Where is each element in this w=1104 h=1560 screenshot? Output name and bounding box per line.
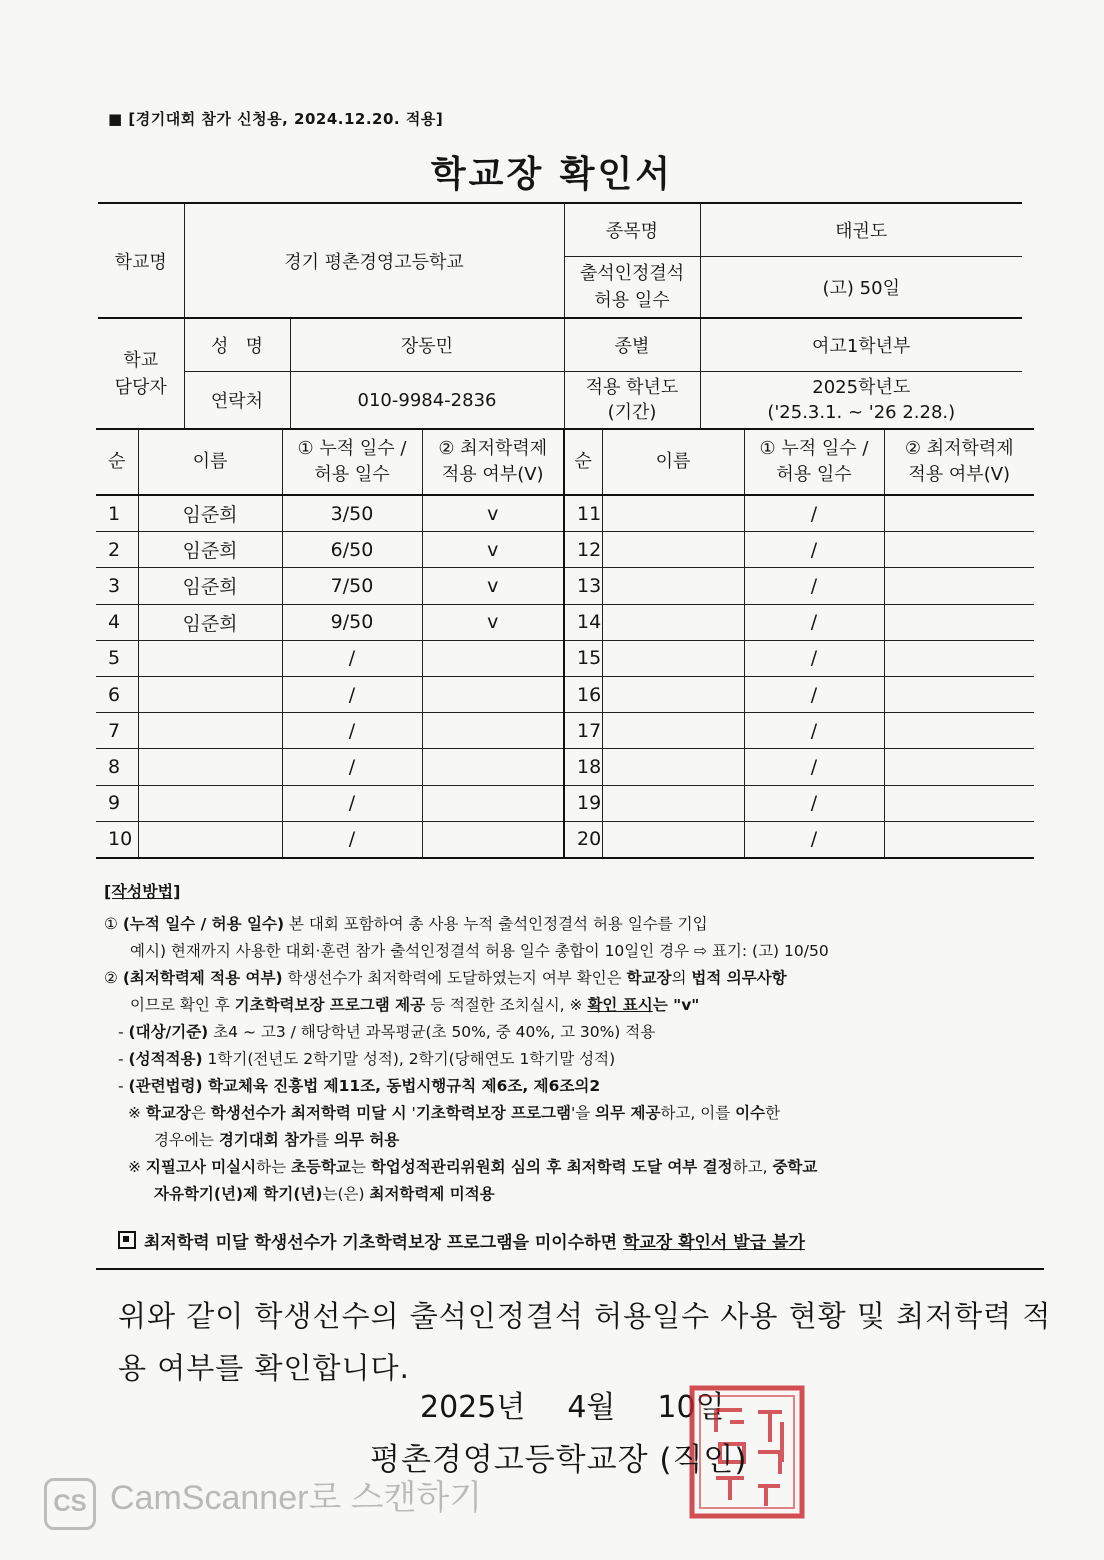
method-note-2-cont: [104, 1181, 1044, 1208]
year-value: [700, 372, 1022, 430]
roster-right-days-cell: /: [744, 568, 884, 604]
roster-body: [96, 495, 1034, 858]
header-name-right: 이름: [602, 429, 744, 495]
text: -: [118, 1077, 129, 1095]
text: ※: [128, 1158, 146, 1176]
camscanner-logo-icon: CS: [44, 1478, 96, 1530]
roster-left-name-cell: [138, 676, 282, 712]
text: 학업성적관리위원회 심의 후 최저학력 도달 여부 결정: [370, 1158, 733, 1176]
text: -: [118, 1050, 129, 1068]
roster-left-name-cell: [138, 749, 282, 785]
year-label: [564, 372, 700, 430]
text: 학교장: [626, 969, 672, 987]
absence-label-line1: 출석인정결석: [579, 263, 685, 284]
absence-label: [564, 257, 700, 319]
header-days-left: [282, 429, 422, 495]
roster-right-check-cell: [884, 568, 1034, 604]
school-value: 경기 평촌경영고등학교: [184, 203, 564, 318]
roster-right-name-cell: [602, 532, 744, 568]
roster-left-check-cell: [422, 749, 564, 785]
header-seq-left: 순: [96, 429, 138, 495]
roster-right-days-cell: /: [744, 495, 884, 532]
year-value-line1: 2025학년도: [812, 376, 911, 398]
notice-text: 최저학력 미달 학생선수가 기초학력보장 프로그램을 미이수하면: [144, 1233, 623, 1253]
roster-left-no-cell: 6: [96, 676, 138, 712]
roster-right-no-cell: 12: [564, 532, 602, 568]
method-item-1-example: 예시) 현재까지 사용한 대회·훈련 참가 출석인정결석 허용 일수 총합이 10일인 경우 ⇨ 표기: (고) 10/50: [130, 942, 829, 960]
roster-left-days-cell: /: [282, 821, 422, 858]
roster-right-name-cell: [602, 640, 744, 676]
table-row: [96, 749, 1034, 785]
roster-left-no-cell: 10: [96, 821, 138, 858]
text: 1학기(전년도 2학기말 성적), 2학기(당해연도 1학기말 성적): [202, 1050, 616, 1068]
roster-left-check-cell: [422, 785, 564, 821]
table-row: [96, 532, 1034, 568]
header-check-line2: 적용 여부(V): [908, 464, 1011, 485]
roster-right-check-cell: [884, 785, 1034, 821]
text: 지필고사 미실시: [145, 1158, 257, 1176]
sport-value: 태권도: [700, 203, 1022, 257]
roster-right-no-cell: 20: [564, 821, 602, 858]
roster-left-check-cell: [422, 640, 564, 676]
header-days-line1: ① 누적 일수 /: [759, 437, 869, 459]
form-version-note: ■ [경기대회 참가 신청용, 2024.12.20. 적용]: [108, 110, 444, 128]
roster-left-name-cell: 임준희: [138, 495, 282, 532]
roster-right-no-cell: 11: [564, 495, 602, 532]
roster-left-name-cell: [138, 713, 282, 749]
roster-left-check-cell: [422, 821, 564, 858]
text: ①: [104, 915, 123, 933]
roster-left-name-cell: 임준희: [138, 604, 282, 640]
sport-label: 종목명: [564, 203, 700, 257]
text: 최저학력제 미적용: [369, 1185, 495, 1203]
header-check-right: [884, 429, 1034, 495]
roster-left-name-cell: [138, 640, 282, 676]
text: (최저학력제 적용 여부): [122, 969, 283, 987]
roster-right-days-cell: /: [744, 676, 884, 712]
text: (관련법령) 학교체육 진흥법 제11조, 동법시행규칙 제6조, 제6조의2: [128, 1077, 601, 1095]
method-item-1: [104, 911, 1044, 938]
roster-right-no-cell: 17: [564, 713, 602, 749]
roster-left-days-cell: 7/50: [282, 568, 422, 604]
category-label: 종별: [564, 318, 700, 372]
header-seq-right: 순: [564, 429, 602, 495]
method-note-1: [104, 1100, 1044, 1127]
name-value: 장동민: [290, 318, 564, 372]
text: 자유학기(년)제 학기(년): [154, 1185, 323, 1203]
roster-left-check-cell: [422, 676, 564, 712]
roster-right-check-cell: [884, 640, 1034, 676]
roster-right-name-cell: [602, 821, 744, 858]
header-check-line2: 적용 여부(V): [441, 464, 544, 485]
method-sub-1: [104, 1019, 1044, 1046]
manager-label-line1: 학교: [123, 349, 159, 371]
text: '을: [570, 1104, 596, 1122]
header-days-line2: 허용 일수: [776, 464, 852, 485]
date-day: 10일: [657, 1390, 725, 1425]
roster-left-no-cell: 5: [96, 640, 138, 676]
text: 경기대회 참가: [218, 1131, 315, 1149]
contact-value: 010-9984-2836: [290, 372, 564, 430]
text: 초4 ~ 고3 / 해당학년 과목평균(초 50%, 중 40%, 고 30%) 적용: [208, 1023, 656, 1041]
text: 학교장: [145, 1104, 191, 1122]
roster-left-days-cell: /: [282, 713, 422, 749]
roster-right-check-cell: [884, 821, 1034, 858]
method-note-1-cont: [104, 1127, 1044, 1154]
text: (성적적용): [128, 1050, 203, 1068]
roster-right-name-cell: [602, 749, 744, 785]
text: 본 대회 포함하여 총 사용 누적 출석인정결석 허용 일수를 기입: [284, 915, 708, 933]
roster-left-no-cell: 9: [96, 785, 138, 821]
contact-label: 연락처: [184, 372, 290, 430]
header-days-line1: ① 누적 일수 /: [297, 437, 407, 459]
roster-table: [96, 428, 1034, 859]
header-name-left: 이름: [138, 429, 282, 495]
roster-left-days-cell: /: [282, 640, 422, 676]
text: 학생선수가 최저학력에 도달하였는지 여부 확인은: [282, 969, 627, 987]
roster-right-name-cell: [602, 495, 744, 532]
text: 는: [350, 1158, 371, 1176]
header-check-line1: ② 최저학력제: [904, 437, 1014, 459]
text: 기초학력보장 프로그램: [415, 1104, 571, 1122]
roster-left-check-cell: v: [422, 604, 564, 640]
text: 법적 의무사항: [691, 969, 787, 987]
roster-left-days-cell: 6/50: [282, 532, 422, 568]
method-section-title: [작성방법]: [104, 882, 181, 901]
table-row: [96, 713, 1034, 749]
text: 한: [765, 1104, 781, 1122]
roster-right-check-cell: [884, 713, 1034, 749]
date-year: 2025년: [420, 1390, 526, 1425]
camscanner-watermark: [44, 1470, 482, 1530]
date-month: 4월: [567, 1390, 616, 1425]
roster-right-name-cell: [602, 713, 744, 749]
roster-left-days-cell: /: [282, 676, 422, 712]
roster-left-name-cell: [138, 821, 282, 858]
roster-right-days-cell: /: [744, 821, 884, 858]
text: 기초학력보장 프로그램 제공: [234, 996, 426, 1014]
roster-left-check-cell: v: [422, 568, 564, 604]
text: ②: [104, 969, 123, 987]
text: 학생선수가 최저학력 미달 시: [210, 1104, 407, 1122]
text: 은: [190, 1104, 211, 1122]
roster-left-check-cell: [422, 713, 564, 749]
manager-label: [98, 318, 184, 429]
text: (대상/기준): [128, 1023, 209, 1041]
text: (누적 일수 / 허용 일수): [122, 915, 285, 933]
roster-left-no-cell: 8: [96, 749, 138, 785]
roster-right-no-cell: 18: [564, 749, 602, 785]
roster-right-no-cell: 16: [564, 676, 602, 712]
roster-right-check-cell: [884, 676, 1034, 712]
table-row: [96, 676, 1034, 712]
manager-label-line2: 담당자: [114, 376, 167, 398]
year-label-line1: 적용 학년도: [585, 376, 679, 398]
roster-right-check-cell: [884, 604, 1034, 640]
table-row: [96, 604, 1034, 640]
table-row: [96, 640, 1034, 676]
notice-emphasis: 학교장 확인서 발급 불가: [622, 1233, 805, 1253]
text: 를: [314, 1131, 334, 1149]
roster-left-no-cell: 2: [96, 532, 138, 568]
roster-right-days-cell: /: [744, 640, 884, 676]
issue-date: [420, 1382, 725, 1426]
roster-right-days-cell: /: [744, 532, 884, 568]
roster-right-name-cell: [602, 568, 744, 604]
roster-right-no-cell: 15: [564, 640, 602, 676]
method-sub-3: [104, 1073, 1044, 1100]
watermark-text: CamScanner로 스캔하기: [110, 1479, 483, 1517]
roster-left-name-cell: 임준희: [138, 568, 282, 604]
roster-left-no-cell: 1: [96, 495, 138, 532]
roster-left-check-cell: v: [422, 495, 564, 532]
table-row: [96, 495, 1034, 532]
header-check-line1: ② 최저학력제: [438, 437, 548, 459]
issuance-notice: [118, 1228, 805, 1253]
table-row: [96, 568, 1034, 604]
text: 이수: [735, 1104, 766, 1122]
text: 등 적절한 조치실시, ※: [425, 996, 588, 1014]
header-days-right: [744, 429, 884, 495]
text: 의무 제공: [595, 1104, 661, 1122]
year-label-line2: (기간): [607, 402, 657, 423]
roster-right-days-cell: /: [744, 785, 884, 821]
absence-label-line2: 허용 일수: [594, 290, 670, 311]
roster-right-name-cell: [602, 676, 744, 712]
name-label: 성 명: [184, 318, 290, 372]
roster-left-name-cell: 임준희: [138, 532, 282, 568]
roster-right-name-cell: [602, 604, 744, 640]
roster-right-no-cell: 19: [564, 785, 602, 821]
text: 는(은): [322, 1185, 370, 1203]
roster-right-check-cell: [884, 532, 1034, 568]
roster-right-name-cell: [602, 785, 744, 821]
text: 는 "v": [652, 996, 700, 1014]
roster-left-days-cell: 9/50: [282, 604, 422, 640]
text: 하는: [256, 1158, 292, 1176]
text: 의: [671, 969, 692, 987]
roster-left-days-cell: 3/50: [282, 495, 422, 532]
table-row: [96, 785, 1034, 821]
roster-right-days-cell: /: [744, 749, 884, 785]
roster-left-days-cell: /: [282, 749, 422, 785]
text: 중학교: [772, 1158, 818, 1176]
roster-left-no-cell: 7: [96, 713, 138, 749]
text: 경우에는: [154, 1131, 219, 1149]
roster-left-days-cell: /: [282, 785, 422, 821]
divider-line: [96, 1268, 1044, 1270]
writing-method: [104, 878, 1044, 1208]
roster-right-days-cell: /: [744, 604, 884, 640]
roster-right-days-cell: /: [744, 713, 884, 749]
method-note-2: [104, 1154, 1044, 1181]
roster-right-check-cell: [884, 495, 1034, 532]
roster-right-check-cell: [884, 749, 1034, 785]
method-sub-2: [104, 1046, 1044, 1073]
category-value: 여고1학년부: [700, 318, 1022, 372]
document-title: 학교장 확인서: [430, 154, 674, 195]
roster-left-name-cell: [138, 785, 282, 821]
year-value-line2: ('25.3.1. ~ '26 2.28.): [767, 402, 956, 423]
text: ': [406, 1104, 416, 1122]
text: 확인 표시: [587, 996, 653, 1014]
text: ※: [128, 1104, 146, 1122]
text: 하고,: [732, 1158, 773, 1176]
roster-right-no-cell: 14: [564, 604, 602, 640]
header-days-line2: 허용 일수: [314, 464, 390, 485]
confirmation-statement: 위와 같이 학생선수의 출석인정결석 허용일수 사용 현황 및 최저학력 적용 여부를 확인합니다.: [118, 1299, 1052, 1385]
text: 하고, 이를: [660, 1104, 736, 1122]
text: 의무 허용: [333, 1131, 400, 1149]
roster-left-no-cell: 3: [96, 568, 138, 604]
checkbox-bullet-icon: [118, 1231, 136, 1249]
header-check-left: [422, 429, 564, 495]
text: 초등학교: [291, 1158, 351, 1176]
info-table: [98, 202, 1022, 430]
roster-right-no-cell: 13: [564, 568, 602, 604]
text: -: [118, 1023, 129, 1041]
method-item-2-cont: [104, 992, 1044, 1019]
roster-left-check-cell: v: [422, 532, 564, 568]
principal-signature-line: 평촌경영고등학교장 (직인): [370, 1442, 748, 1478]
method-item-2: [104, 965, 1044, 992]
absence-value: (고) 50일: [700, 257, 1022, 319]
table-row: [96, 821, 1034, 858]
text: 이므로 확인 후: [130, 996, 235, 1014]
roster-left-no-cell: 4: [96, 604, 138, 640]
school-label: 학교명: [98, 203, 184, 318]
